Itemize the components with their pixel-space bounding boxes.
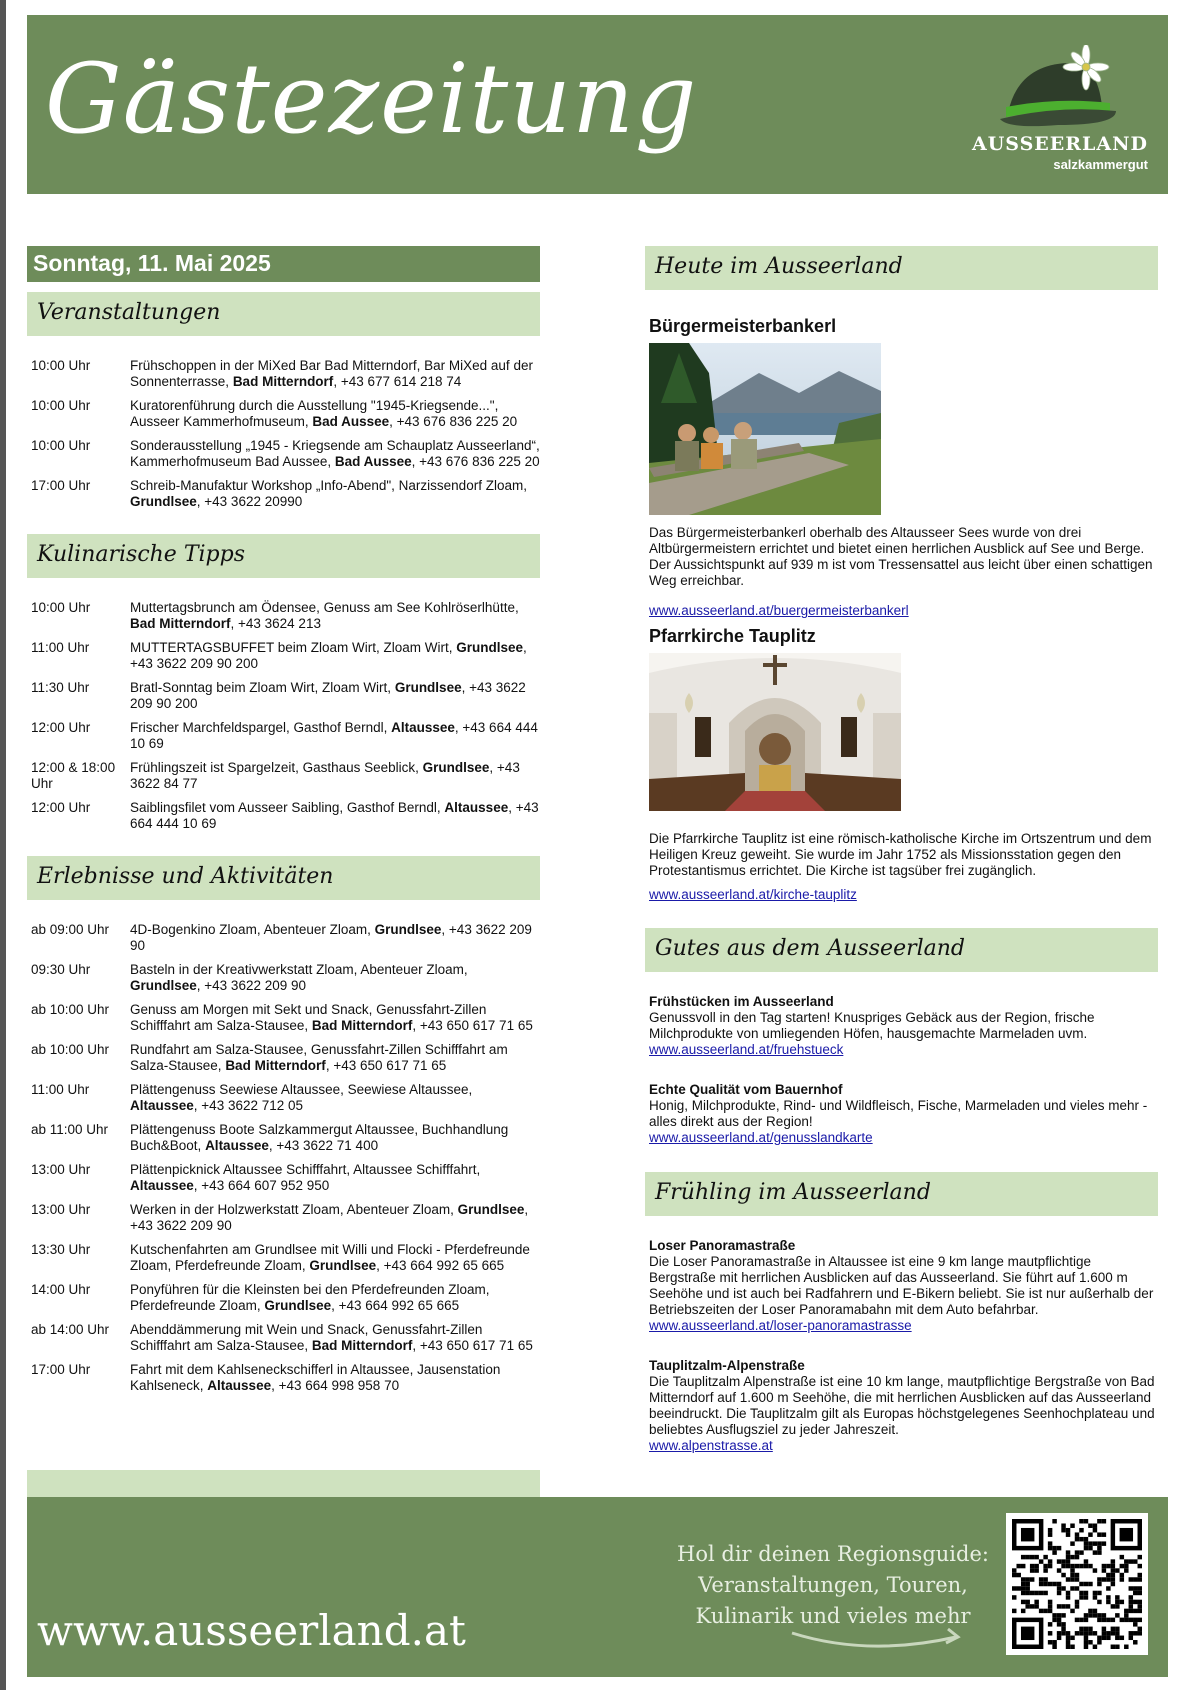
event-time: 17:00 Uhr [31, 478, 91, 493]
event-time: 13:30 Uhr [31, 1242, 91, 1257]
event-place: Grundlsee [130, 978, 197, 993]
page-title: Gästezeitung [45, 43, 698, 155]
event-contact: , +43 3622 209 90 [130, 922, 532, 953]
event-description [130, 720, 540, 752]
event-text: Frühschoppen in der MiXed Bar Bad Mitterndorf, Bar MiXed auf der Sonnenterrasse, [130, 358, 533, 389]
event-contact: , +43 676 836 225 20 [411, 454, 540, 469]
event-description [130, 1122, 540, 1154]
guide-line-3: Kulinarik und vieles mehr [695, 1604, 971, 1628]
event-list [27, 900, 540, 1394]
event-description [130, 438, 540, 470]
event-contact: , +43 664 607 952 950 [193, 1178, 330, 1193]
event-text: MUTTERTAGSBUFFET beim Zloam Wirt, Zloam Wirt, [130, 640, 457, 655]
link-pfarrkirche[interactable]: www.ausseerland.at/kirche-tauplitz [649, 887, 857, 902]
logo-wordmark: AUSSEERLAND [971, 133, 1148, 155]
event-place: Altaussee [444, 800, 509, 815]
info-item [645, 1358, 1158, 1454]
regionsguide-text [668, 1539, 998, 1632]
left-column [27, 246, 540, 1402]
event-row [27, 1322, 540, 1354]
info-item [645, 1238, 1158, 1334]
event-row [27, 438, 540, 470]
event-row [27, 1122, 540, 1154]
event-contact: , +43 664 444 10 69 [130, 800, 539, 831]
event-contact: , +43 677 614 218 74 [333, 374, 462, 389]
event-description [130, 1042, 540, 1074]
event-place: Grundlsee [130, 494, 197, 509]
event-time: 10:00 Uhr [31, 600, 91, 615]
event-place: Grundlsee [422, 760, 490, 775]
qr-code-icon [1012, 1519, 1142, 1649]
event-row [27, 720, 540, 752]
event-description [130, 1282, 540, 1314]
event-time: ab 09:00 Uhr [31, 922, 110, 937]
info-title: Frühstücken im Ausseerland [649, 994, 834, 1009]
event-text: Sonderausstellung „1945 - Kriegsende am Schauplatz Ausseerland“, Kammerhofmuseum Bad Aussee, [130, 438, 540, 469]
event-description [130, 962, 540, 994]
event-row [27, 1042, 540, 1074]
event-time: 13:00 Uhr [31, 1202, 91, 1217]
date-heading: Sonntag, 11. Mai 2025 [27, 246, 540, 282]
info-link[interactable]: www.ausseerland.at/genusslandkarte [649, 1130, 873, 1145]
event-row [27, 398, 540, 430]
info-text: Die Loser Panoramastraße in Altaussee ist eine 9 km lange mautpflichtige Bergstraße mit herrlichen Ausblicken auf das Ausseerland. Sie führt auf 1.600 m Seehöhe und ist auch bei Radfahrern und E-Bikern beliebt. Sie ist nur außerhalb der Betriebszeiten der Loser Panoramabahn mit dem Auto befahrbar. [649, 1254, 1154, 1317]
event-time: 10:00 Uhr [31, 398, 91, 413]
event-row [27, 600, 540, 632]
event-time: 12:00 Uhr [31, 800, 91, 815]
qr-code[interactable] [1006, 1513, 1148, 1655]
event-contact: , +43 664 992 65 665 [376, 1258, 505, 1273]
event-place: Altaussee [130, 1178, 194, 1193]
info-item [645, 1082, 1158, 1146]
footer-tab [27, 1470, 540, 1498]
event-text: Genuss am Morgen mit Sekt und Snack, Genussfahrt-Zillen Schifffahrt am Salza-Stausee, [130, 1002, 487, 1033]
event-contact: , +43 3622 71 400 [268, 1138, 379, 1153]
event-time: ab 10:00 Uhr [31, 1002, 110, 1017]
event-text: Plättenpicknick Altaussee Schifffahrt, Altaussee Schifffahrt, [130, 1162, 481, 1177]
event-text: Basteln in der Kreativwerkstatt Zloam, Abenteuer Zloam, [130, 962, 468, 977]
event-time: 14:00 Uhr [31, 1282, 91, 1297]
photo-pfarrkirche [649, 653, 901, 811]
event-description [130, 1202, 540, 1234]
info-link[interactable]: www.ausseerland.at/loser-panoramastrasse [649, 1318, 912, 1333]
spot-text-buergermeisterbankerl: Das Bürgermeisterbankerl oberhalb des Altausseer Sees wurde von drei Altbürgermeistern errichtet und bietet einen herrlichen Ausblick auf See und Berge. Der Aussichtspunkt auf 939 m ist vom Tressensattel aus leicht über einen schattigen Weg erreichbar. [649, 525, 1153, 588]
event-sections [27, 292, 540, 1394]
section-heading: Veranstaltungen [27, 292, 540, 336]
info-text: Honig, Milchprodukte, Rind- und Wildfleisch, Fische, Marmeladen und vieles mehr - alles direkt aus der Region! [649, 1098, 1148, 1129]
event-text: Frischer Marchfeldspargel, Gasthof Berndl, [130, 720, 392, 735]
event-place: Bad Mitterndorf [130, 616, 231, 631]
event-time: ab 10:00 Uhr [31, 1042, 110, 1057]
right-column [645, 246, 1158, 1454]
event-row [27, 1282, 540, 1314]
event-text: Muttertagsbrunch am Ödensee, Genuss am See Kohlröserlhütte, [130, 600, 519, 615]
gutes-list [645, 994, 1158, 1146]
event-row [27, 962, 540, 994]
event-contact: , +43 650 617 71 65 [325, 1058, 447, 1073]
info-title: Echte Qualität vom Bauernhof [649, 1082, 843, 1097]
event-row [27, 680, 540, 712]
event-row [27, 760, 540, 792]
event-place: Bad Aussee [334, 454, 412, 469]
section-heading: Kulinarische Tipps [27, 534, 540, 578]
event-place: Bad Aussee [312, 414, 390, 429]
event-contact: , +43 3622 84 77 [130, 760, 520, 791]
event-contact: , +43 3624 213 [230, 616, 321, 631]
event-text: Schreib-Manufaktur Workshop „Info-Abend", Narzissendorf Zloam, [130, 478, 527, 493]
photo-buergermeisterbankerl [649, 343, 881, 515]
event-time: 11:00 Uhr [31, 1082, 90, 1097]
event-text: Rundfahrt am Salza-Stausee, Genussfahrt-Zillen Schifffahrt am Salza-Stausee, [130, 1042, 508, 1073]
event-contact: , +43 3622 209 90 [196, 978, 307, 993]
info-title: Tauplitzalm-Alpenstraße [649, 1358, 805, 1373]
event-description [130, 1362, 540, 1394]
guide-line-2: Veranstaltungen, Touren, [698, 1573, 968, 1597]
event-place: Grundlsee [394, 680, 462, 695]
event-text: Fahrt mit dem Kahlseneckschifferl in Altaussee, Jausenstation Kahlseneck, [130, 1362, 501, 1393]
footer-website[interactable]: www.ausseerland.at [37, 1606, 466, 1655]
section-heading-fruehling: Frühling im Ausseerland [645, 1172, 1158, 1216]
spot-text-pfarrkirche: Die Pfarrkirche Tauplitz ist eine römisch-katholische Kirche im Ortszentrum und dem Heiligen Kreuz geweiht. Sie wurde im Jahr 1752 als Missionsstation gegen den Protestantismus errichtet. Die Kirche ist tagsüber frei zugänglich. [649, 831, 1152, 878]
event-place: Altaussee [130, 1098, 194, 1113]
event-text: Bratl-Sonntag beim Zloam Wirt, Zloam Wirt, [130, 680, 395, 695]
footer-banner [27, 1497, 1168, 1677]
section-heading: Erlebnisse und Aktivitäten [27, 856, 540, 900]
event-place: Grundlsee [309, 1258, 377, 1273]
fruehling-list [645, 1238, 1158, 1454]
event-place: Altaussee [391, 720, 455, 735]
event-text: Plättengenuss Seewiese Altaussee, Seewiese Altaussee, [130, 1082, 473, 1097]
logo-subtitle: salzkammergut [1053, 157, 1148, 172]
event-row [27, 640, 540, 672]
event-time: 12:00 & 18:00 Uhr [31, 760, 116, 791]
event-time: 11:30 Uhr [31, 680, 90, 695]
page-edge [0, 0, 6, 1690]
event-text: Ponyführen für die Kleinsten bei den Pferdefreunden Zloam, Pferdefreunde Zloam, [130, 1282, 490, 1313]
event-contact: , +43 676 836 225 20 [389, 414, 518, 429]
event-time: 10:00 Uhr [31, 358, 91, 373]
event-place: Bad Mitterndorf [311, 1338, 413, 1353]
event-place: Grundlsee [456, 640, 524, 655]
event-place: Altaussee [207, 1378, 272, 1393]
event-row [27, 1362, 540, 1394]
event-contact: , +43 664 998 958 70 [271, 1378, 400, 1393]
event-description [130, 1242, 540, 1274]
event-place: Grundlsee [457, 1202, 525, 1217]
event-row [27, 1242, 540, 1274]
event-description [130, 1322, 540, 1354]
event-description [130, 398, 540, 430]
event-time: 09:30 Uhr [31, 962, 91, 977]
event-row [27, 922, 540, 954]
event-description [130, 760, 540, 792]
link-buergermeisterbankerl[interactable]: www.ausseerland.at/buergermeisterbankerl [649, 603, 909, 618]
event-description [130, 640, 540, 672]
event-contact: , +43 650 617 71 65 [412, 1338, 533, 1353]
info-title: Loser Panoramastraße [649, 1238, 796, 1253]
info-link[interactable]: www.alpenstrasse.at [649, 1438, 773, 1453]
event-time: 11:00 Uhr [31, 640, 90, 655]
event-text: Saiblingsfilet vom Ausseer Saibling, Gasthof Berndl, [130, 800, 445, 815]
event-text: Abenddämmerung mit Wein und Snack, Genussfahrt-Zillen Schifffahrt am Salza-Stausee, [130, 1322, 483, 1353]
event-description [130, 1002, 540, 1034]
event-time: 10:00 Uhr [31, 438, 91, 453]
event-place: Bad Mitterndorf [232, 374, 334, 389]
event-text: Plättengenuss Boote Salzkammergut Altaussee, Buchhandlung Buch&Boot, [130, 1122, 509, 1153]
event-description [130, 680, 540, 712]
spot-title-pfarrkirche: Pfarrkirche Tauplitz [649, 626, 816, 646]
event-list [27, 336, 540, 510]
info-text: Die Tauplitzalm Alpenstraße ist eine 10 km lange, mautpflichtige Bergstraße von Bad Mitterndorf auf 1.600 m Seehöhe, die mit herrlichen Ausblicken auf das Ausseerland beeindruckt. Die Tauplitzalm gilt als Europas höchstgelegenes Seenhochplateau und beliebtes Ausflugsziel zu jeder Jahreszeit. [649, 1374, 1155, 1437]
spot-title-buergermeisterbankerl: Bürgermeisterbankerl [649, 316, 837, 336]
event-description [130, 922, 540, 954]
info-link[interactable]: www.ausseerland.at/fruehstueck [649, 1042, 844, 1057]
event-row [27, 1202, 540, 1234]
event-row [27, 800, 540, 832]
section-heading-gutes: Gutes aus dem Ausseerland [645, 928, 1158, 972]
event-contact: , +43 650 617 71 65 [412, 1018, 533, 1033]
event-description [130, 600, 540, 632]
event-time: ab 11:00 Uhr [31, 1122, 109, 1137]
event-description [130, 1082, 540, 1114]
event-row [27, 1162, 540, 1194]
event-contact: , +43 3622 712 05 [193, 1098, 304, 1113]
info-item [645, 994, 1158, 1058]
event-place: Bad Mitterndorf [225, 1058, 326, 1073]
event-description [130, 1162, 540, 1194]
arrow-icon [788, 1621, 968, 1651]
event-text: Kutschenfahrten am Grundlsee mit Willi und Flocki - Pferdefreunde Zloam, Pferdefreunde Zloam, [130, 1242, 530, 1273]
event-row [27, 1082, 540, 1114]
event-text: Kuratorenführung durch die Ausstellung "1945-Kriegsende...", Ausseer Kammerhofmuseum, [130, 398, 499, 429]
event-contact: , +43 3622 209 90 [130, 1202, 529, 1233]
event-time: 17:00 Uhr [31, 1362, 91, 1377]
event-time: 12:00 Uhr [31, 720, 91, 735]
event-contact: , +43 664 444 10 69 [130, 720, 538, 751]
hat-icon [998, 45, 1118, 135]
event-description [130, 800, 540, 832]
guide-line-1: Hol dir deinen Regionsguide: [677, 1542, 989, 1566]
event-description [130, 478, 540, 510]
event-list [27, 578, 540, 832]
event-text: Frühlingszeit ist Spargelzeit, Gasthaus Seeblick, [130, 760, 423, 775]
event-time: ab 14:00 Uhr [31, 1322, 110, 1337]
info-text: Genussvoll in den Tag starten! Knuspriges Gebäck aus der Region, frische Milchprodukte von umliegenden Höfen, hausgemachte Marmeladen uvm. [649, 1010, 1095, 1041]
event-place: Altaussee [205, 1138, 269, 1153]
event-text: 4D-Bogenkino Zloam, Abenteuer Zloam, [130, 922, 375, 937]
event-contact: , +43 3622 20990 [196, 494, 303, 509]
event-contact: , +43 664 992 65 665 [331, 1298, 460, 1313]
event-description [130, 358, 540, 390]
event-place: Grundlsee [374, 922, 442, 937]
section-heading-heute: Heute im Ausseerland [645, 246, 1158, 290]
event-place: Bad Mitterndorf [311, 1018, 413, 1033]
ausseerland-logo[interactable] [971, 45, 1148, 172]
event-row [27, 478, 540, 510]
event-row [27, 358, 540, 390]
header-banner [27, 15, 1168, 194]
event-text: Werken in der Holzwerkstatt Zloam, Abenteuer Zloam, [130, 1202, 458, 1217]
event-time: 13:00 Uhr [31, 1162, 91, 1177]
event-contact: , +43 3622 209 90 200 [130, 680, 526, 711]
event-row [27, 1002, 540, 1034]
event-place: Grundlsee [264, 1298, 332, 1313]
event-contact: , +43 3622 209 90 200 [130, 640, 527, 671]
